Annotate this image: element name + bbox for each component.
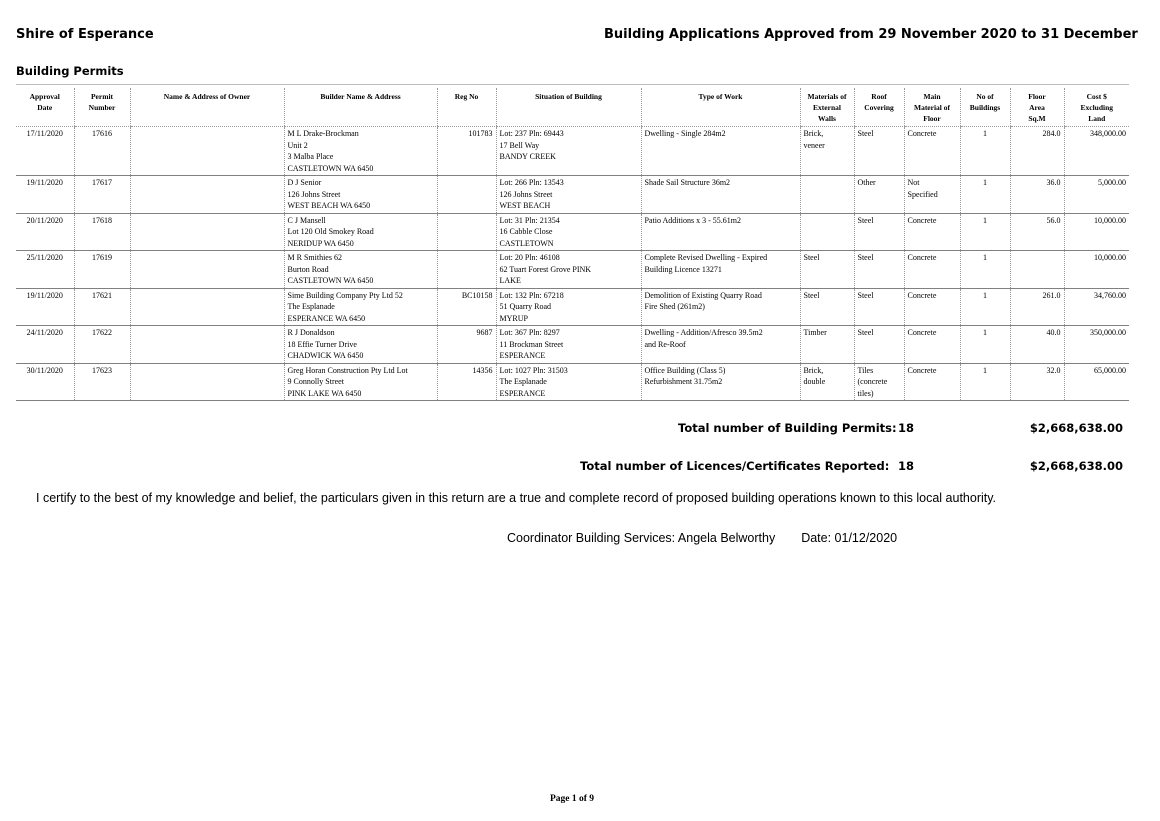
cell-area: 36.0 bbox=[1010, 176, 1064, 214]
column-header-line: Floor bbox=[923, 114, 941, 123]
cell-line: Greg Horan Construction Pty Ltd Lot bbox=[287, 365, 408, 375]
cell-situation bbox=[496, 251, 641, 289]
cell-line: 9 Connolly Street bbox=[287, 377, 344, 386]
cell-line: PINK LAKE WA 6450 bbox=[287, 388, 362, 398]
cell-line: Complete Revised Dwelling - Expired bbox=[644, 253, 768, 262]
cell-line: Steel bbox=[803, 290, 820, 300]
cell-line: Dwelling - Single 284m2 bbox=[644, 129, 726, 138]
cell-permit-number: 17623 bbox=[74, 363, 130, 401]
cell-cost: 10,000.00 bbox=[1064, 251, 1129, 289]
cell-type-of-work bbox=[641, 176, 800, 214]
cell-line: 126 Johns Street bbox=[499, 189, 553, 199]
cell-line: Steel bbox=[857, 328, 874, 337]
cell-line: M L Drake-Brockman bbox=[287, 129, 359, 138]
cell-reg-no: 9687 bbox=[437, 326, 496, 364]
cell-line: CASTLETOWN bbox=[499, 238, 554, 248]
column-header bbox=[130, 88, 284, 127]
cell-line: Steel bbox=[857, 253, 874, 262]
cell-approval-date: 24/11/2020 bbox=[16, 326, 74, 364]
cell-reg-no: BC10158 bbox=[437, 288, 496, 326]
cell-line: BANDY CREEK bbox=[499, 152, 556, 161]
column-header-line: Date bbox=[37, 103, 53, 112]
cell-reg-no: 14356 bbox=[437, 363, 496, 401]
column-header-line: Materials of bbox=[807, 92, 847, 101]
cell-line: Office Building (Class 5) bbox=[644, 365, 726, 375]
cell-walls bbox=[800, 363, 854, 401]
cell-line: Steel bbox=[803, 253, 820, 262]
cell-cost: 5,000.00 bbox=[1064, 176, 1129, 214]
coordinator-name: Coordinator Building Services: Angela Belworthy bbox=[507, 531, 776, 545]
cell-line: R J Donaldson bbox=[287, 328, 335, 337]
cell-owner bbox=[130, 127, 284, 176]
column-header-line: External bbox=[813, 103, 841, 112]
cell-reg-no bbox=[437, 176, 496, 214]
cell-line: Lot: 367 Pln: 8297 bbox=[499, 328, 560, 337]
total-licences-count: 18 bbox=[898, 459, 915, 473]
table-row bbox=[16, 176, 1129, 214]
cell-line: Concrete bbox=[907, 365, 937, 375]
cell-line: Lot 120 Old Smokey Road bbox=[287, 227, 374, 236]
cell-approval-date: 19/11/2020 bbox=[16, 176, 74, 214]
cell-line: tiles) bbox=[857, 388, 874, 398]
cell-owner bbox=[130, 363, 284, 401]
permits-table bbox=[16, 88, 1129, 401]
column-header bbox=[1010, 88, 1064, 127]
cell-permit-number: 17619 bbox=[74, 251, 130, 289]
column-header-line: Material of bbox=[913, 103, 951, 112]
cell-line: CASTLETOWN WA 6450 bbox=[287, 163, 374, 173]
section-title: Building Permits bbox=[16, 64, 124, 78]
cell-line: 18 Effie Turner Drive bbox=[287, 339, 357, 349]
cell-type-of-work bbox=[641, 213, 800, 251]
cell-roof bbox=[854, 127, 904, 176]
column-header-line: Roof bbox=[871, 92, 887, 101]
cell-line: Timber bbox=[803, 328, 827, 337]
total-permits-count: 18 bbox=[898, 421, 915, 435]
cell-reg-no bbox=[437, 251, 496, 289]
cell-floor bbox=[904, 251, 960, 289]
cell-line: WEST BEACH WA 6450 bbox=[287, 201, 371, 210]
cell-permit-number: 17622 bbox=[74, 326, 130, 364]
cell-line: Lot: 266 Pln: 13543 bbox=[499, 178, 564, 187]
cell-builder bbox=[284, 176, 437, 214]
cell-situation bbox=[496, 326, 641, 364]
cell-type-of-work bbox=[641, 251, 800, 289]
cell-permit-number: 17621 bbox=[74, 288, 130, 326]
column-header-line: Permit bbox=[90, 92, 114, 101]
column-header-line: Excluding bbox=[1080, 103, 1113, 112]
cell-area: 56.0 bbox=[1010, 213, 1064, 251]
cell-line: Shade Sail Structure 36m2 bbox=[644, 178, 731, 187]
cell-line: Patio Additions x 3 - 55.61m2 bbox=[644, 215, 741, 225]
cell-line: Fire Shed (261m2) bbox=[644, 302, 705, 311]
cell-line: CHADWICK WA 6450 bbox=[287, 351, 364, 360]
cell-line: 16 Cabble Close bbox=[499, 227, 553, 236]
organisation-title: Shire of Esperance bbox=[16, 27, 154, 42]
cell-line: Demolition of Existing Quarry Road bbox=[644, 290, 762, 300]
cell-line: The Esplanade bbox=[499, 377, 547, 386]
column-header bbox=[960, 88, 1010, 127]
table-row bbox=[16, 251, 1129, 289]
column-header bbox=[904, 88, 960, 127]
column-header bbox=[800, 88, 854, 127]
cell-approval-date: 17/11/2020 bbox=[16, 127, 74, 176]
cell-line: Concrete bbox=[907, 253, 937, 262]
cell-line: Brick, bbox=[803, 365, 824, 375]
column-header-line: Floor bbox=[1028, 92, 1046, 101]
cell-situation bbox=[496, 176, 641, 214]
cell-roof bbox=[854, 363, 904, 401]
cell-floor bbox=[904, 127, 960, 176]
column-header-line: Buildings bbox=[969, 103, 1001, 112]
cell-owner bbox=[130, 288, 284, 326]
cell-floor bbox=[904, 176, 960, 214]
column-header-line: No of bbox=[976, 92, 994, 101]
cell-floor bbox=[904, 213, 960, 251]
column-header bbox=[496, 88, 641, 127]
column-header-line: Main bbox=[923, 92, 941, 101]
cell-cost: 348,000.00 bbox=[1064, 127, 1129, 176]
total-licences-cost: $2,668,638.00 bbox=[1029, 459, 1123, 473]
cell-line: CASTLETOWN WA 6450 bbox=[287, 276, 374, 285]
cell-walls bbox=[800, 127, 854, 176]
cell-roof bbox=[854, 251, 904, 289]
table-row bbox=[16, 363, 1129, 401]
column-header-line: Situation of Building bbox=[535, 92, 602, 101]
cell-line: Steel bbox=[857, 215, 874, 225]
cell-line: (concrete bbox=[857, 377, 888, 386]
report-title: Building Applications Approved from 29 November 2020 to 31 December bbox=[604, 27, 1138, 42]
table-header-row bbox=[16, 88, 1129, 127]
column-header-line: Area bbox=[1029, 103, 1045, 112]
cell-area: 261.0 bbox=[1010, 288, 1064, 326]
cell-cost: 65,000.00 bbox=[1064, 363, 1129, 401]
cell-line: Specified bbox=[907, 189, 938, 199]
cell-cost: 350,000.00 bbox=[1064, 326, 1129, 364]
cell-line: 126 Johns Street bbox=[287, 189, 341, 199]
cell-line: ESPERANCE bbox=[499, 388, 546, 398]
header-divider bbox=[16, 84, 1129, 85]
cell-approval-date: 30/11/2020 bbox=[16, 363, 74, 401]
column-header-line: Walls bbox=[818, 114, 836, 123]
cell-line: 11 Brockman Street bbox=[499, 339, 564, 349]
total-licences-label: Total number of Licences/Certificates Reported: bbox=[580, 459, 890, 473]
cell-line: ESPERANCE bbox=[499, 351, 546, 360]
cell-line: The Esplanade bbox=[287, 302, 335, 311]
cell-reg-no: 101783 bbox=[437, 127, 496, 176]
cell-approval-date: 19/11/2020 bbox=[16, 288, 74, 326]
column-header-line: Type of Work bbox=[698, 92, 743, 101]
cell-line: C J Mansell bbox=[287, 215, 326, 225]
cell-floor bbox=[904, 326, 960, 364]
cell-type-of-work bbox=[641, 326, 800, 364]
column-header-line: Builder Name & Address bbox=[320, 92, 401, 101]
cell-permit-number: 17616 bbox=[74, 127, 130, 176]
total-permits-cost: $2,668,638.00 bbox=[1029, 421, 1123, 435]
cell-line: WEST BEACH bbox=[499, 201, 551, 210]
cell-line: Unit 2 bbox=[287, 140, 308, 150]
cell-line: 51 Quarry Road bbox=[499, 302, 552, 311]
column-header-line: Sq.M bbox=[1028, 114, 1046, 123]
column-header bbox=[854, 88, 904, 127]
column-header-line: Reg No bbox=[454, 92, 479, 101]
page-number: Page 1 of 9 bbox=[550, 794, 595, 804]
cell-line: Lot: 132 Pln: 67218 bbox=[499, 290, 564, 300]
cell-line: Lot: 1027 Pln: 31503 bbox=[499, 365, 568, 375]
cell-walls bbox=[800, 176, 854, 214]
cell-line: MYRUP bbox=[499, 313, 528, 323]
cell-line: D J Senior bbox=[287, 178, 322, 187]
cell-type-of-work bbox=[641, 127, 800, 176]
table-row bbox=[16, 127, 1129, 176]
column-header-line: Land bbox=[1088, 114, 1106, 123]
table-row bbox=[16, 213, 1129, 251]
cell-line: Dwelling - Addition/Afresco 39.5m2 bbox=[644, 328, 763, 337]
cell-buildings: 1 bbox=[960, 213, 1010, 251]
cell-roof bbox=[854, 213, 904, 251]
cell-line: Refurbishment 31.75m2 bbox=[644, 377, 723, 386]
column-header bbox=[284, 88, 437, 127]
column-header bbox=[74, 88, 130, 127]
column-header-line: Approval bbox=[29, 92, 60, 101]
certification-statement: I certify to the best of my knowledge and belief, the particulars given in this return are a true and complete record of proposed building operations known to this local authority. bbox=[36, 491, 997, 505]
cell-area bbox=[1010, 251, 1064, 289]
cell-buildings: 1 bbox=[960, 176, 1010, 214]
cell-buildings: 1 bbox=[960, 127, 1010, 176]
cell-walls bbox=[800, 251, 854, 289]
cell-line: NERIDUP WA 6450 bbox=[287, 238, 354, 248]
cell-line: 17 Bell Way bbox=[499, 140, 540, 150]
cell-cost: 34,760.00 bbox=[1064, 288, 1129, 326]
column-header-line: Number bbox=[88, 103, 116, 112]
column-header bbox=[16, 88, 74, 127]
cell-line: Lot: 20 Pln: 46108 bbox=[499, 253, 560, 262]
signature-line bbox=[507, 531, 897, 545]
cell-type-of-work bbox=[641, 363, 800, 401]
cell-permit-number: 17617 bbox=[74, 176, 130, 214]
column-header bbox=[437, 88, 496, 127]
cell-line: Building Licence 13271 bbox=[644, 264, 722, 274]
cell-builder bbox=[284, 127, 437, 176]
cell-builder bbox=[284, 213, 437, 251]
cell-buildings: 1 bbox=[960, 251, 1010, 289]
cell-line: Other bbox=[857, 178, 876, 187]
cell-builder bbox=[284, 288, 437, 326]
cell-line: veneer bbox=[803, 140, 825, 150]
cell-situation bbox=[496, 363, 641, 401]
signature-date: Date: 01/12/2020 bbox=[801, 531, 898, 545]
table-row bbox=[16, 288, 1129, 326]
cell-approval-date: 25/11/2020 bbox=[16, 251, 74, 289]
column-header bbox=[641, 88, 800, 127]
cell-walls bbox=[800, 213, 854, 251]
cell-floor bbox=[904, 288, 960, 326]
cell-line: Lot: 31 Pln: 21354 bbox=[499, 215, 560, 225]
cell-owner bbox=[130, 251, 284, 289]
cell-line: Burton Road bbox=[287, 264, 329, 274]
cell-owner bbox=[130, 326, 284, 364]
cell-walls bbox=[800, 326, 854, 364]
cell-line: Not bbox=[907, 178, 920, 187]
cell-cost: 10,000.00 bbox=[1064, 213, 1129, 251]
column-header bbox=[1064, 88, 1129, 127]
cell-area: 40.0 bbox=[1010, 326, 1064, 364]
cell-line: Concrete bbox=[907, 215, 937, 225]
cell-builder bbox=[284, 251, 437, 289]
column-header-line: Name & Address of Owner bbox=[163, 92, 251, 101]
cell-reg-no bbox=[437, 213, 496, 251]
cell-roof bbox=[854, 176, 904, 214]
cell-situation bbox=[496, 288, 641, 326]
cell-roof bbox=[854, 288, 904, 326]
cell-type-of-work bbox=[641, 288, 800, 326]
cell-line: ESPERANCE WA 6450 bbox=[287, 313, 366, 323]
cell-line: Steel bbox=[857, 129, 874, 138]
cell-buildings: 1 bbox=[960, 288, 1010, 326]
cell-area: 284.0 bbox=[1010, 127, 1064, 176]
cell-walls bbox=[800, 288, 854, 326]
cell-situation bbox=[496, 213, 641, 251]
cell-line: 62 Tuart Forest Grove PINK bbox=[499, 264, 592, 274]
cell-line: Concrete bbox=[907, 129, 937, 138]
cell-buildings: 1 bbox=[960, 326, 1010, 364]
table-row bbox=[16, 326, 1129, 364]
cell-line: Concrete bbox=[907, 290, 937, 300]
cell-approval-date: 20/11/2020 bbox=[16, 213, 74, 251]
cell-line: and Re-Roof bbox=[644, 339, 686, 349]
cell-area: 32.0 bbox=[1010, 363, 1064, 401]
cell-floor bbox=[904, 363, 960, 401]
cell-builder bbox=[284, 326, 437, 364]
column-header-line: Covering bbox=[864, 103, 894, 112]
cell-permit-number: 17618 bbox=[74, 213, 130, 251]
cell-line: Lot: 237 Pln: 69443 bbox=[499, 129, 564, 138]
cell-line: Concrete bbox=[907, 328, 937, 337]
cell-roof bbox=[854, 326, 904, 364]
cell-line: double bbox=[803, 377, 826, 386]
cell-owner bbox=[130, 213, 284, 251]
cell-line: Tiles bbox=[857, 365, 874, 375]
total-permits-label: Total number of Building Permits: bbox=[678, 421, 897, 435]
cell-line: Brick, bbox=[803, 129, 824, 138]
cell-line: Sime Building Company Pty Ltd 52 bbox=[287, 290, 403, 300]
cell-builder bbox=[284, 363, 437, 401]
column-header-line: Cost $ bbox=[1086, 92, 1107, 101]
cell-owner bbox=[130, 176, 284, 214]
cell-buildings: 1 bbox=[960, 363, 1010, 401]
cell-line: Steel bbox=[857, 290, 874, 300]
cell-line: M R Smithies 62 bbox=[287, 253, 342, 262]
cell-line: 3 Malba Place bbox=[287, 152, 334, 161]
cell-line: LAKE bbox=[499, 276, 521, 285]
cell-situation bbox=[496, 127, 641, 176]
